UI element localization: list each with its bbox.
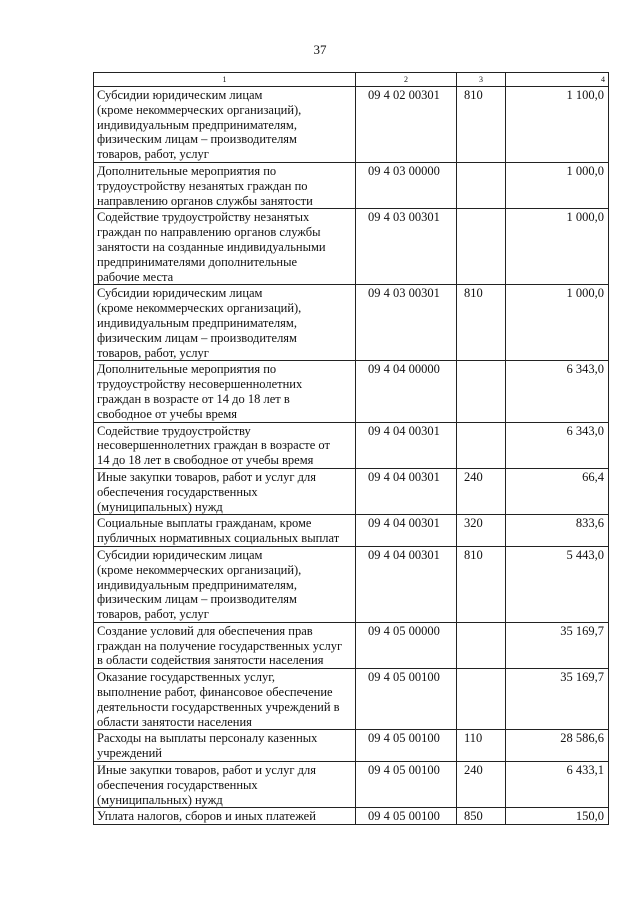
- header-col-3: 3: [457, 73, 506, 87]
- table-row: [94, 546, 609, 622]
- row-type: 110: [457, 730, 506, 762]
- row-amount: 150,0: [506, 808, 609, 825]
- header-row: [94, 73, 609, 87]
- page-number: 37: [313, 42, 327, 57]
- table-row: [94, 162, 609, 208]
- row-code: 09 4 05 00000: [356, 622, 457, 668]
- table-row: [94, 468, 609, 514]
- row-type: 810: [457, 87, 506, 163]
- row-amount: 35 169,7: [506, 622, 609, 668]
- row-amount: 833,6: [506, 515, 609, 547]
- row-code: 09 4 05 00100: [356, 669, 457, 730]
- row-code: 09 4 05 00100: [356, 808, 457, 825]
- row-code: 09 4 03 00000: [356, 162, 457, 208]
- budget-table: [93, 72, 609, 825]
- row-amount: 1 000,0: [506, 209, 609, 285]
- row-code: 09 4 05 00100: [356, 762, 457, 808]
- table-row: [94, 669, 609, 730]
- row-code: 09 4 03 00301: [356, 285, 457, 361]
- row-name: Содействие трудоустройству незанятых граждан по направлению органов службы занятости на созданные индивидуальными предпринимателями дополнительные рабочие места: [94, 209, 356, 285]
- row-name: Уплата налогов, сборов и иных платежей: [94, 808, 356, 825]
- row-type: [457, 422, 506, 468]
- table-row: [94, 762, 609, 808]
- table-row: [94, 361, 609, 422]
- row-name: Иные закупки товаров, работ и услуг для обеспечения государственных (муниципальных) нужд: [94, 468, 356, 514]
- row-name: Иные закупки товаров, работ и услуг для обеспечения государственных (муниципальных) нужд: [94, 762, 356, 808]
- row-amount: 6 343,0: [506, 361, 609, 422]
- row-type: [457, 622, 506, 668]
- row-amount: 6 433,1: [506, 762, 609, 808]
- row-name: Создание условий для обеспечения прав граждан на получение государственных услуг в области содействия занятости населения: [94, 622, 356, 668]
- row-code: 09 4 03 00301: [356, 209, 457, 285]
- row-type: 320: [457, 515, 506, 547]
- row-type: 240: [457, 762, 506, 808]
- row-amount: 1 100,0: [506, 87, 609, 163]
- header-col-4: 4: [506, 73, 609, 87]
- row-type: 850: [457, 808, 506, 825]
- row-type: [457, 361, 506, 422]
- row-name: Оказание государственных услуг, выполнение работ, финансовое обеспечение деятельности государственных учреждений в области занятости населения: [94, 669, 356, 730]
- row-type: 240: [457, 468, 506, 514]
- row-type: 810: [457, 285, 506, 361]
- row-code: 09 4 04 00301: [356, 468, 457, 514]
- table-row: [94, 808, 609, 825]
- row-code: 09 4 04 00301: [356, 515, 457, 547]
- row-type: [457, 162, 506, 208]
- row-name: Дополнительные мероприятия по трудоустройству несовершеннолетних граждан в возрасте от 14 до 18 лет в свободное от учебы время: [94, 361, 356, 422]
- table-row: [94, 515, 609, 547]
- row-name: Субсидии юридическим лицам (кроме некоммерческих организаций), индивидуальным предпринимателям, физическим лицам – производителям товаров, работ, услуг: [94, 546, 356, 622]
- row-amount: 35 169,7: [506, 669, 609, 730]
- row-code: 09 4 05 00100: [356, 730, 457, 762]
- table-row: [94, 285, 609, 361]
- row-type: [457, 209, 506, 285]
- row-type: [457, 669, 506, 730]
- row-name: Социальные выплаты гражданам, кроме публичных нормативных социальных выплат: [94, 515, 356, 547]
- row-type: 810: [457, 546, 506, 622]
- row-amount: 5 443,0: [506, 546, 609, 622]
- table-row: [94, 87, 609, 163]
- row-code: 09 4 04 00301: [356, 546, 457, 622]
- row-name: Содействие трудоустройству несовершеннолетних граждан в возрасте от 14 до 18 лет в свободное от учебы время: [94, 422, 356, 468]
- row-name: Субсидии юридическим лицам (кроме некоммерческих организаций), индивидуальным предпринимателям, физическим лицам – производителям товаров, работ, услуг: [94, 87, 356, 163]
- row-code: 09 4 04 00000: [356, 361, 457, 422]
- table-row: [94, 730, 609, 762]
- row-amount: 66,4: [506, 468, 609, 514]
- header-col-2: 2: [356, 73, 457, 87]
- row-amount: 1 000,0: [506, 162, 609, 208]
- table-row: [94, 209, 609, 285]
- row-amount: 28 586,6: [506, 730, 609, 762]
- row-name: Расходы на выплаты персоналу казенных учреждений: [94, 730, 356, 762]
- row-code: 09 4 02 00301: [356, 87, 457, 163]
- row-name: Субсидии юридическим лицам (кроме некоммерческих организаций), индивидуальным предпринимателям, физическим лицам – производителям товаров, работ, услуг: [94, 285, 356, 361]
- header-col-1: 1: [94, 73, 356, 87]
- row-amount: 6 343,0: [506, 422, 609, 468]
- row-name: Дополнительные мероприятия по трудоустройству незанятых граждан по направлению органов службы занятости: [94, 162, 356, 208]
- row-amount: 1 000,0: [506, 285, 609, 361]
- table-row: [94, 422, 609, 468]
- row-code: 09 4 04 00301: [356, 422, 457, 468]
- table-row: [94, 622, 609, 668]
